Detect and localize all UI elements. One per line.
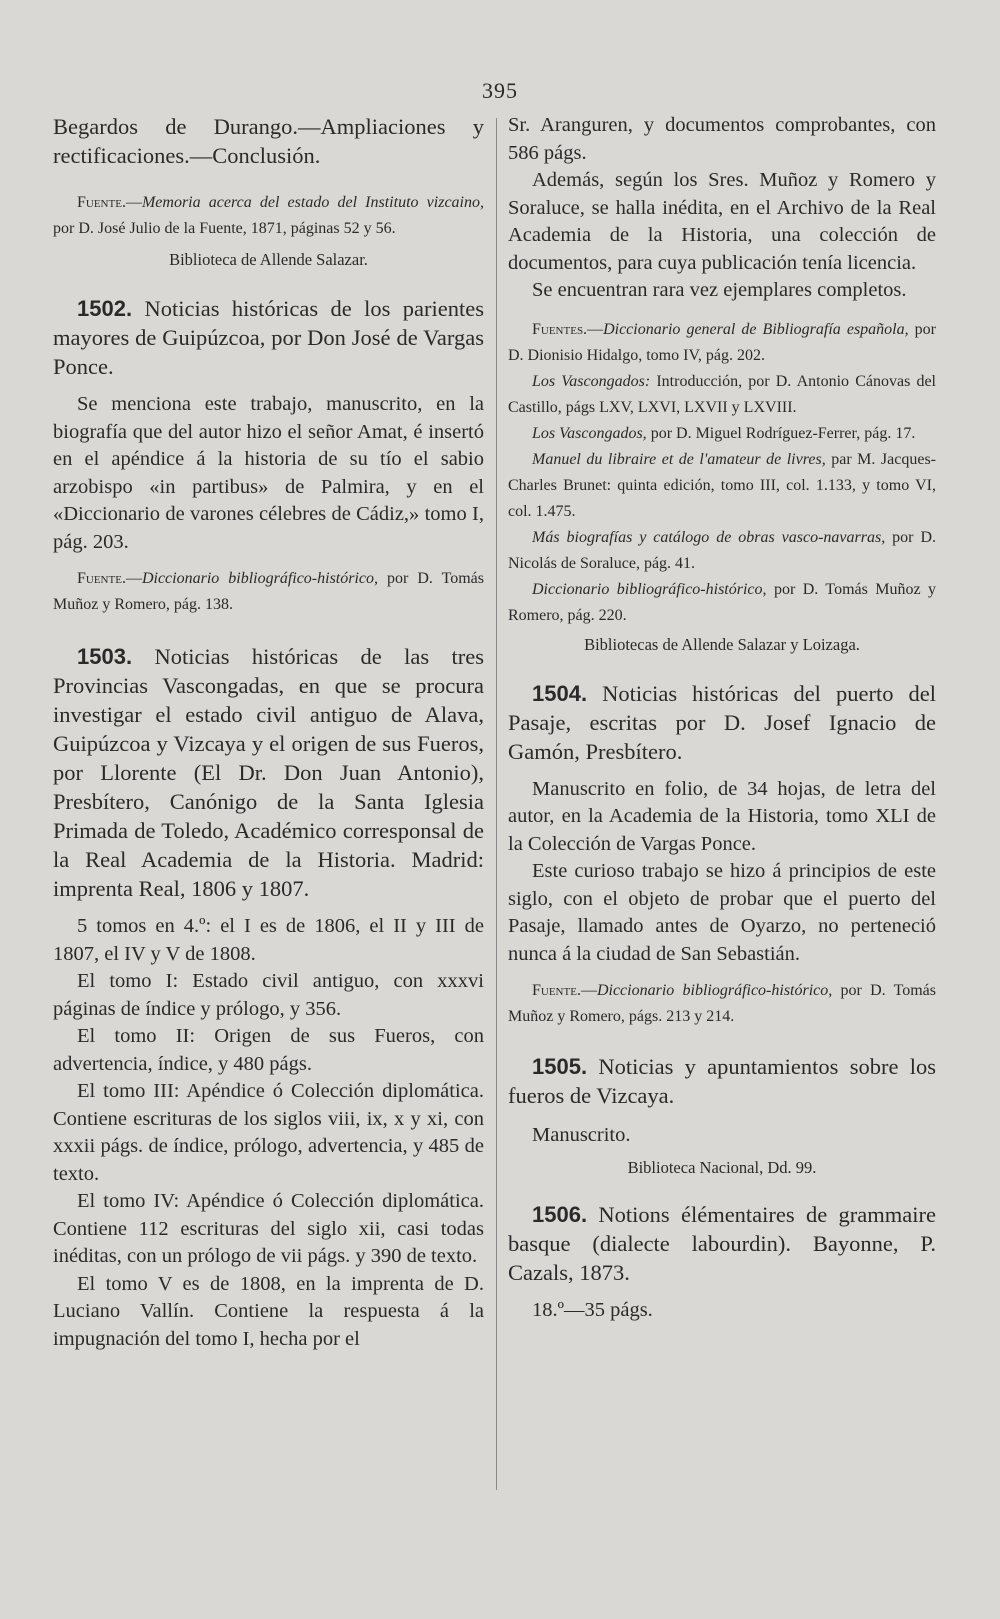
entry-1504-heading	[508, 679, 936, 766]
source-label: Fuente.	[77, 570, 126, 587]
continued-entry-library: Bibliotecas de Allende Salazar y Loizaga.	[584, 634, 860, 654]
source-label: Fuente.	[532, 982, 581, 999]
entry-1504-title: Noticias históricas del puerto del Pasaje, escritas por D. Josef Ignacio de Gamón, Presbítero.	[508, 680, 937, 764]
entry-1503-paragraph-5: El tomo IV: Apéndice ó Colección diplomática. Contiene 112 escrituras del siglo xii, casi todas inéditas, con un prólogo de vii págs. y 390 de texto.	[53, 1190, 484, 1267]
entry-1503-heading	[53, 642, 484, 903]
entry-1505-title: Noticias y apuntamientos sobre los fueros de Vizcaya.	[508, 1054, 936, 1108]
source-title: Diccionario general de Bibliografía española,	[603, 320, 909, 338]
source-title: Memoria acerca del estado del Instituto vizcaino,	[141, 194, 484, 211]
source-detail: por D. Miguel Rodríguez-Ferrer, pág. 17.	[650, 424, 916, 442]
entry-1503-paragraph-4: El tomo III: Apéndice ó Colección diplomática. Contiene escrituras de los siglos viii, ix, x y xi, con xxxii págs. de índice, prólogo, advertencia, y 485 de texto.	[53, 1080, 484, 1185]
entry-1502-heading	[53, 294, 484, 381]
source-title: Más biografías y catálogo de obras vasco-navarras,	[532, 528, 886, 546]
source-title: Los Vascongados:	[532, 372, 651, 390]
entry-1505-paragraph: Manuscrito.	[532, 1124, 631, 1146]
entry-1506-number: 1506.	[532, 1201, 588, 1227]
entry-1503-number: 1503.	[77, 644, 133, 669]
entry-1504-paragraph-2: Este curioso trabajo se hizo á principios de este siglo, con el objeto de probar que el puerto del Pasaje, llamado antes de Oyarzo, no perteneció nunca á la ciudad de San Sebastián.	[508, 860, 936, 965]
entry-1503-paragraph-1: 5 tomos en 4.º: el I es de 1806, el II y III de 1807, el IV y V de 1808.	[53, 915, 484, 965]
entry-1505-number: 1505.	[532, 1054, 588, 1079]
continued-paragraph-1: Sr. Aranguren, y documentos comprobantes, con 586 págs.	[508, 114, 936, 164]
entry-1506-heading	[508, 1200, 936, 1287]
continued-entry-title: Begardos de Durango.—Ampliaciones y rectificaciones.—Conclusión.	[53, 114, 484, 168]
sources-item-4	[508, 447, 936, 525]
source-detail: por D. Dionisio Hidalgo, tomo IV, pág. 202.	[508, 320, 936, 364]
sources-label: Fuentes.	[532, 320, 588, 338]
continued-entry-library: Biblioteca de Allende Salazar.	[169, 250, 368, 269]
source-title: Diccionario bibliográfico-histórico,	[596, 982, 833, 999]
sources-item-2	[508, 369, 936, 421]
continued-entry-source: Fuente.—Memoria acerca del estado del Instituto vizcaino, por D. José Julio de la Fuente, 1871, páginas 52 y 56.	[53, 194, 484, 237]
entry-1504-paragraph-1: Manuscrito en folio, de 34 hojas, de letra del autor, en la Academia de la Historia, tomo XLI de la Colección de Vargas Ponce.	[508, 777, 936, 855]
entry-1506-title: Notions élémentaires de grammaire basque (dialecte labourdin). Bayonne, P. Cazals, 1873.	[508, 1201, 936, 1285]
sources-item-3	[508, 421, 936, 447]
source-detail: por D. Tomás Muñoz y Romero, págs. 213 y 214.	[508, 982, 936, 1025]
entry-1502-number: 1502.	[77, 296, 133, 321]
source-detail: por D. José Julio de la Fuente, 1871, páginas 52 y 56.	[53, 220, 396, 237]
page-number: 395	[482, 78, 518, 103]
left-column	[53, 112, 484, 1353]
entry-1502-title: Noticias históricas de los parientes mayores de Guipúzcoa, por Don José de Vargas Ponce.	[53, 296, 484, 379]
entry-1502-paragraph: Se menciona este trabajo, manuscrito, en la biografía que del autor hizo el señor Amat, é insertó en el apéndice á la historia de su tío el sabio arzobispo «in partibus» de Palmira, y en el «Diccionario de varones célebres de Cádiz,» tomo I, pág. 203.	[53, 393, 484, 553]
source-detail: por D. Nicolás de Soraluce, pág. 41.	[508, 528, 937, 572]
entry-1505-library: Biblioteca Nacional, Dd. 99.	[627, 1157, 817, 1177]
source-title: Los Vascongados,	[532, 424, 647, 442]
source-detail: Introducción, por D. Antonio Cánovas del Castillo, págs LXV, LXVI, LXVII y LXVIII.	[508, 372, 937, 416]
source-title: Diccionario bibliográfico-histórico,	[532, 580, 767, 598]
continued-paragraph-3: Se encuentran rara vez ejemplares completos.	[532, 279, 907, 301]
source-detail: por D. Tomás Muñoz y Romero, pág. 138.	[53, 570, 484, 613]
entry-1505-heading	[508, 1052, 936, 1110]
entry-1503-paragraph-2: El tomo I: Estado civil antiguo, con xxxvi páginas de índice y prólogo, y 356.	[53, 970, 484, 1020]
source-title: Manuel du libraire et de l'amateur de livres,	[532, 450, 826, 468]
entry-1503-title: Noticias históricas de las tres Provincias Vascongadas, en que se procura investigar el estado civil antiguo de Alava, Guipúzcoa y Vizcaya y el origen de sus Fueros, por Llorente (El Dr. Don Juan Antonio), Presbítero, Canónigo de la Santa Iglesia Primada de Toledo, Académico corresponsal de la Real Academia de la Historia. Madrid: imprenta Real, 1806 y 1807.	[53, 644, 484, 901]
column-divider	[496, 118, 497, 1490]
source-detail: por D. Tomás Muñoz y Romero, pág. 220.	[508, 580, 937, 624]
source-detail: par M. Jacques-Charles Brunet: quinta edición, tomo III, col. 1.133, y tomo VI, col. 1.475.	[508, 450, 937, 520]
source-label: Fuente.	[77, 194, 126, 211]
continued-paragraph-2: Además, según los Sres. Muñoz y Romero y Soraluce, se halla inédita, en el Archivo de la Real Academia de la Historia, una colección de documentos, para cuya publicación tenía licencia.	[508, 169, 936, 274]
sources-item-6	[508, 577, 936, 629]
entry-1503-paragraph-3: El tomo II: Origen de sus Fueros, con advertencia, índice, y 480 págs.	[53, 1025, 484, 1075]
sources-item-5	[508, 525, 936, 577]
right-column	[508, 112, 936, 1324]
entry-1502-source: Fuente.—Diccionario bibliográfico-histórico, por D. Tomás Muñoz y Romero, pág. 138.	[53, 570, 484, 613]
source-title: Diccionario bibliográfico-histórico,	[141, 570, 379, 587]
sources-item-1: Fuentes.—Diccionario general de Bibliografía española, por D. Dionisio Hidalgo, tomo IV, pág. 202.	[508, 320, 936, 364]
entry-1503-paragraph-6: El tomo V es de 1808, en la imprenta de D. Luciano Vallín. Contiene la respuesta á la impugnación del tomo I, hecha por el	[53, 1272, 484, 1350]
entry-1504-source: Fuente.—Diccionario bibliográfico-histórico, por D. Tomás Muñoz y Romero, págs. 213 y 214.	[508, 982, 936, 1025]
entry-1504-number: 1504.	[532, 680, 588, 706]
entry-1506-paragraph: 18.º—35 págs.	[532, 1298, 653, 1321]
